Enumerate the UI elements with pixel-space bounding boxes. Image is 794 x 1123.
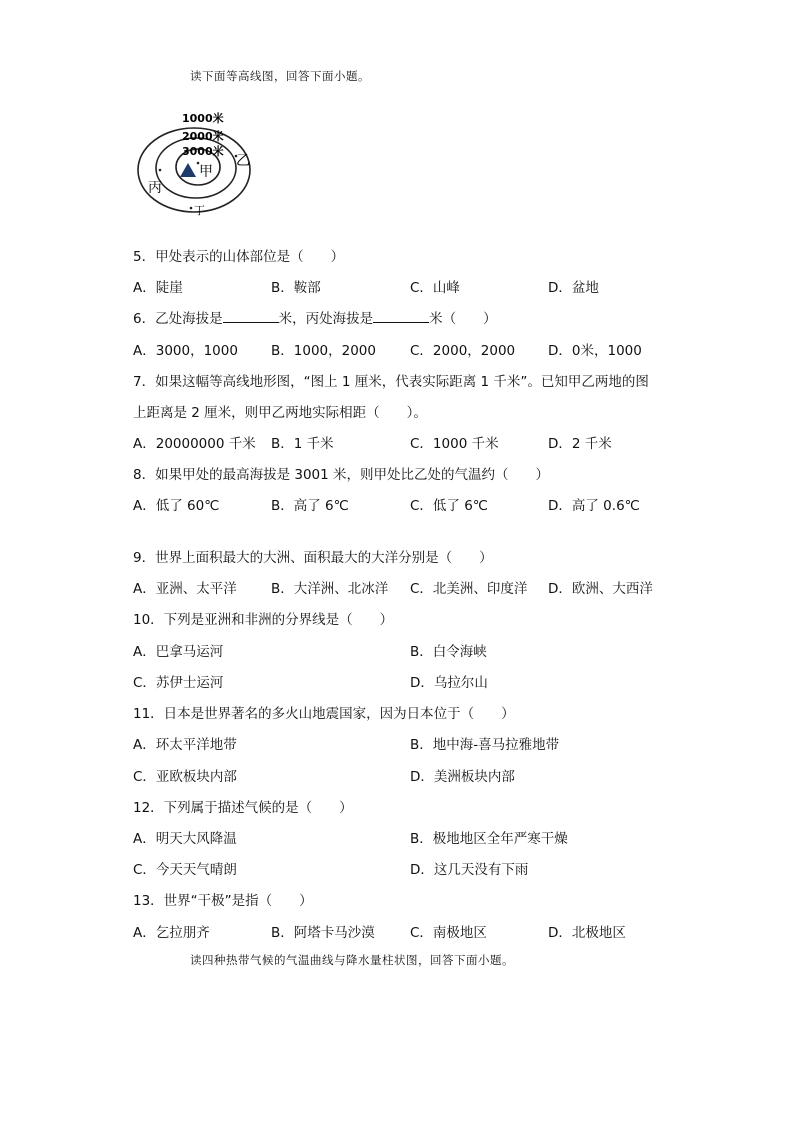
q5-option-d[interactable]: D．盆地 xyxy=(548,280,599,296)
q6-stem-part-3: 米（ ） xyxy=(429,311,497,327)
question-5-stem: 5．甲处表示的山体部位是（ ） xyxy=(133,249,345,265)
q12-option-d[interactable]: D．这几天没有下雨 xyxy=(410,862,529,878)
q9-option-a[interactable]: A．亚洲、太平洋 xyxy=(133,581,237,597)
question-13-stem: 13．世界“干极”是指（ ） xyxy=(133,893,313,909)
q6-blank-1 xyxy=(223,310,279,323)
q6-option-d[interactable]: D．0米，1000 xyxy=(548,343,642,359)
q6-option-a[interactable]: A．3000，1000 xyxy=(133,343,238,359)
q12-option-b[interactable]: B．极地地区全年严寒干燥 xyxy=(410,831,568,847)
q8-option-b[interactable]: B．高了 6℃ xyxy=(271,498,349,514)
label-ding: 丁 xyxy=(194,204,205,217)
q8-option-d[interactable]: D．高了 0.6℃ xyxy=(548,498,640,514)
q10-option-a[interactable]: A．巴拿马运河 xyxy=(133,644,224,660)
q5-option-a[interactable]: A．陡崖 xyxy=(133,280,183,296)
label-3000m: 3000米 xyxy=(182,145,224,158)
question-7-stem-line-1: 7．如果这幅等高线地形图，“图上 1 厘米，代表实际距离 1 千米”。已知甲乙两地的图 xyxy=(133,374,649,390)
q6-stem-part-2: 米，丙处海拔是 xyxy=(278,311,374,327)
question-7-stem-line-2: 上距离是 2 厘米，则甲乙两地实际相距（ ）。 xyxy=(133,405,427,421)
q9-option-b[interactable]: B．大洋洲、北冰洋 xyxy=(271,581,389,597)
q13-option-d[interactable]: D．北极地区 xyxy=(548,925,626,941)
q7-option-c[interactable]: C．1000 千米 xyxy=(410,436,499,452)
label-bing: 丙 xyxy=(148,180,162,196)
q6-blank-2 xyxy=(373,310,429,323)
q6-option-c[interactable]: C．2000，2000 xyxy=(410,343,516,359)
q5-option-b[interactable]: B．鞍部 xyxy=(271,280,321,296)
q6-stem-part-1: 6．乙处海拔是 xyxy=(133,311,223,327)
intro-text-climate: 读四种热带气候的气温曲线与降水量柱状图，回答下面小题。 xyxy=(190,953,514,967)
question-8-stem: 8．如果甲处的最高海拔是 3001 米，则甲处比乙处的气温约（ ） xyxy=(133,467,550,483)
q12-option-c[interactable]: C．今天天气晴朗 xyxy=(133,862,237,878)
q11-option-b[interactable]: B．地中海-喜马拉雅地带 xyxy=(410,737,560,753)
q8-option-c[interactable]: C．低了 6℃ xyxy=(410,498,488,514)
q10-option-d[interactable]: D．乌拉尔山 xyxy=(410,675,488,691)
q10-option-b[interactable]: B．白令海峡 xyxy=(410,644,487,660)
q13-option-c[interactable]: C．南极地区 xyxy=(410,925,487,941)
point-bing-dot xyxy=(159,169,162,172)
intro-text-contour: 读下面等高线图，回答下面小题。 xyxy=(190,69,370,83)
q10-option-c[interactable]: C．苏伊士运河 xyxy=(133,675,224,691)
q11-option-d[interactable]: D．美洲板块内部 xyxy=(410,769,515,785)
peak-triangle-icon xyxy=(180,163,196,177)
point-ding-dot xyxy=(190,207,193,210)
q8-option-a[interactable]: A．低了 60℃ xyxy=(133,498,220,514)
question-11-stem: 11．日本是世界著名的多火山地震国家，因为日本位于（ ） xyxy=(133,706,515,722)
question-9-stem: 9．世界上面积最大的大洲、面积最大的大洋分别是（ ） xyxy=(133,550,493,566)
q11-option-a[interactable]: A．环太平洋地带 xyxy=(133,737,237,753)
q9-option-d[interactable]: D．欧洲、大西洋 xyxy=(548,581,653,597)
q7-option-b[interactable]: B．1 千米 xyxy=(271,436,334,452)
q13-option-a[interactable]: A．乞拉朋齐 xyxy=(133,925,210,941)
label-yi: 乙 xyxy=(236,153,250,169)
label-jia: 甲 xyxy=(199,164,213,180)
q5-option-c[interactable]: C．山峰 xyxy=(410,280,460,296)
contour-map xyxy=(136,104,266,220)
label-2000m: 2000米 xyxy=(182,130,224,143)
label-1000m: 1000米 xyxy=(182,112,224,125)
question-6-stem xyxy=(133,307,497,327)
q6-option-b[interactable]: B．1000，2000 xyxy=(271,343,376,359)
q7-option-d[interactable]: D．2 千米 xyxy=(548,436,612,452)
q11-option-c[interactable]: C．亚欧板块内部 xyxy=(133,769,237,785)
q12-option-a[interactable]: A．明天大风降温 xyxy=(133,831,237,847)
question-12-stem: 12．下列属于描述气候的是（ ） xyxy=(133,800,353,816)
q13-option-b[interactable]: B．阿塔卡马沙漠 xyxy=(271,925,375,941)
q9-option-c[interactable]: C．北美洲、印度洋 xyxy=(410,581,528,597)
question-10-stem: 10．下列是亚洲和非洲的分界线是（ ） xyxy=(133,612,394,628)
q7-option-a[interactable]: A．20000000 千米 xyxy=(133,436,256,452)
